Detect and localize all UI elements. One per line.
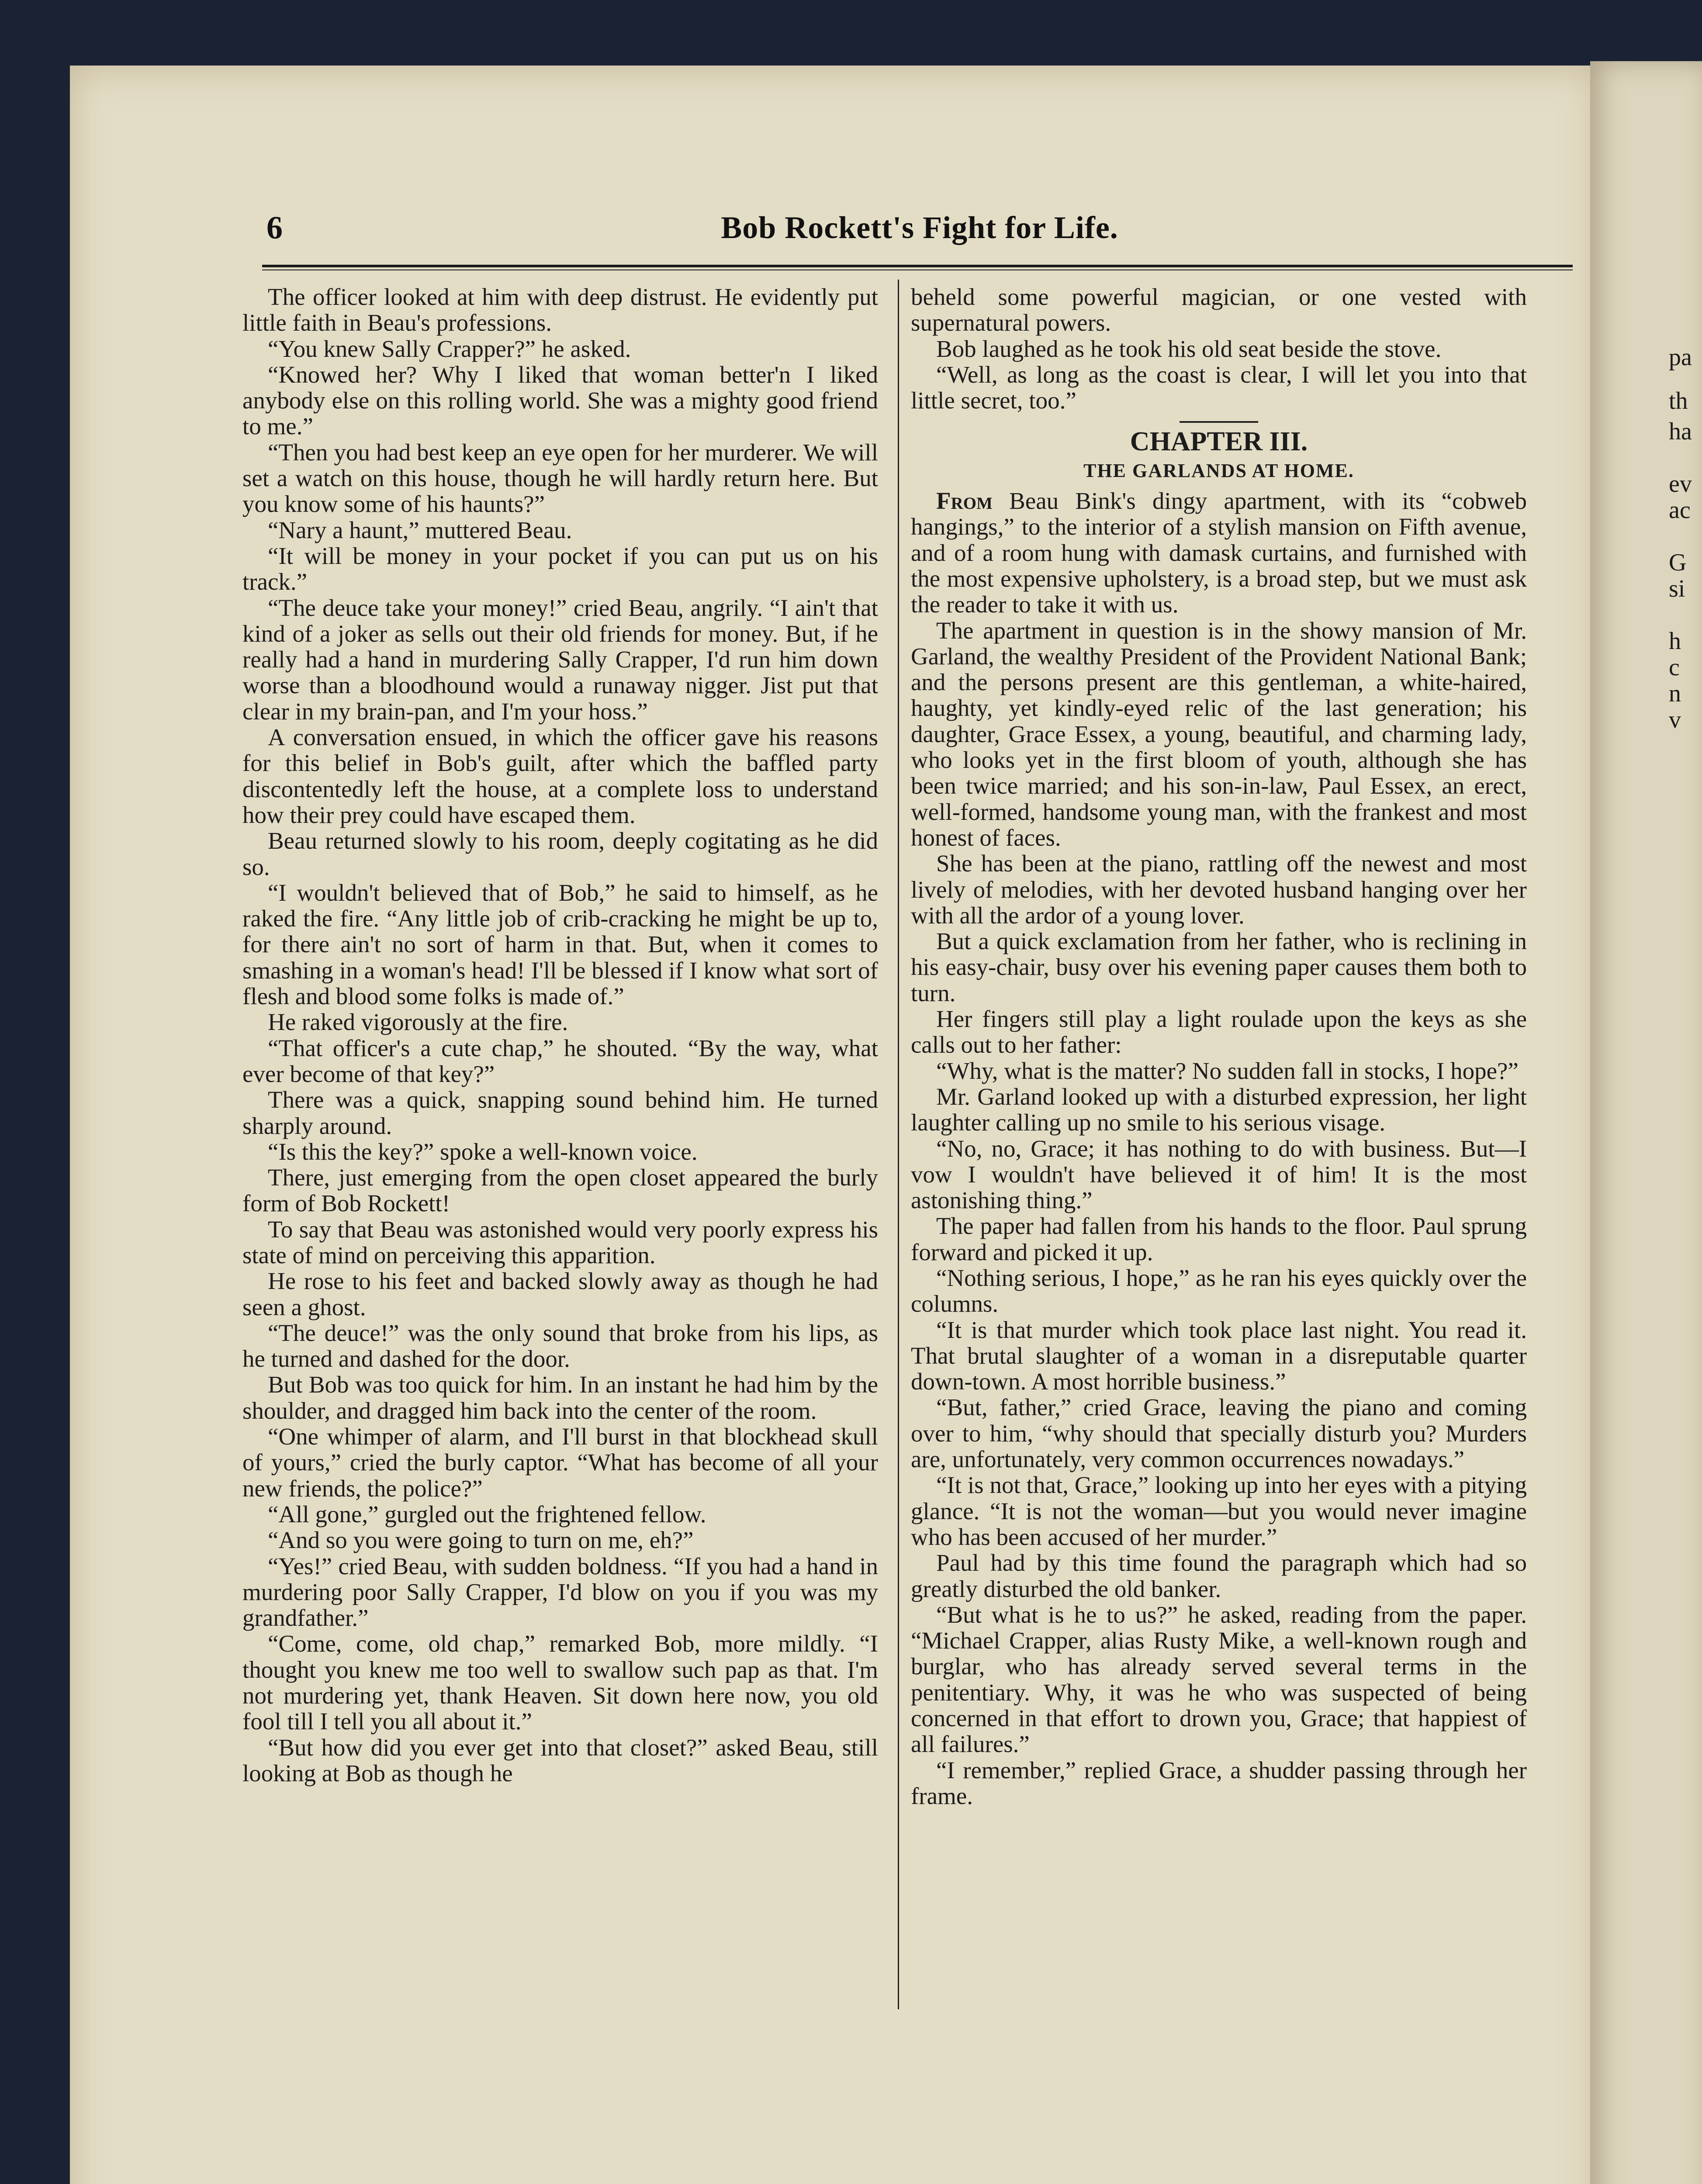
paragraph: The apartment in question is in the showy mansion of Mr. Garland, the wealthy President of the Provident National Bank; and the persons present are this gentleman, a white-haired, haughty, yet kindly-eyed relic of the last generation; his daughter, Grace Essex, a young, beautiful, and charming lady, who looks yet in the first bloom of youth, although she has been twice married; and his son-in-law, Paul Essex, an erect, well-formed, handsome young man, with the frankest and most honest of faces. (911, 617, 1527, 851)
paragraph: But Bob was too quick for him. In an instant he had him by the shoulder, and dragged him back into the center of the room. (242, 1371, 878, 1424)
paragraph: “It is that murder which took place last night. You read it. That brutal slaughter of a woman in a disreputable quarter down-town. A most horrible business.” (911, 1316, 1527, 1395)
paragraph: “All gone,” gurgled out the frightened fellow. (268, 1500, 706, 1527)
paragraph: “I remember,” replied Grace, a shudder passing through her frame. (911, 1756, 1527, 1809)
paragraph: “No, no, Grace; it has nothing to do with business. But—I vow I wouldn't have believed it of him! It is the most astonishing thing.” (911, 1135, 1527, 1214)
opening-text: Beau Bink's dingy apartment, with its “cobweb hangings,” to the interior of a stylish mansion on Fifth avenue, and of a room hung with damask curtains, and furnished with the most expensive upholstery, is a broad step, but we must ask the reader to take it with us. (911, 487, 1527, 618)
paragraph: “But what is he to us?” he asked, reading from the paper. “Michael Crapper, alias Rusty Mike, a well-known rough and burglar, who has already served several terms in the penitentiary. Why, it was he who was suspected of being concerned in that effort to drown you, Grace; that happiest of all failures.” (911, 1601, 1527, 1758)
paragraph: “It is not that, Grace,” looking up into her eyes with a pitying glance. “It is not the woman—but you would never imagine who has been accused of her murder.” (911, 1472, 1527, 1550)
facing-page-edge (1590, 61, 1702, 2184)
paragraph: Paul had by this time found the paragraph which had so greatly disturbed the old banker. (911, 1549, 1527, 1602)
left-column (242, 284, 878, 1786)
facing-fragment: G (1669, 549, 1687, 576)
facing-fragment: ac (1669, 497, 1691, 524)
paragraph: There was a quick, snapping sound behind him. He turned sharply around. (242, 1086, 878, 1139)
paragraph: Beau returned slowly to his room, deeply cogitating as he did so. (242, 827, 878, 880)
paragraph: “Yes!” cried Beau, with sudden boldness. “If you had a hand in murdering poor Sally Crapper, I'd blow on you if you was my grandfather.” (242, 1552, 878, 1631)
paragraph: Mr. Garland looked up with a disturbed expression, her light laughter calling up no smile to his serious visage. (911, 1083, 1527, 1136)
paragraph: “And so you were going to turn on me, eh?” (268, 1527, 694, 1554)
chapter-opening-paragraph (911, 488, 1527, 617)
facing-fragment: h (1669, 628, 1681, 655)
paragraph: To say that Beau was astonished would very poorly express his state of mind on perceiving this apparition. (242, 1216, 878, 1268)
paragraph: “The deuce take your money!” cried Beau, angrily. “I ain't that kind of a joker as sells out their old friends for money. But, if he really had a hand in murdering Sally Crapper, I'd run him down worse than a bloodhound would a runaway nigger. Jist put that clear in my brain-pan, and I'm your hoss.” (242, 594, 878, 725)
paragraph: “One whimper of alarm, and I'll burst in that blockhead skull of yours,” cried the burly captor. “What has become of all your new friends, the police?” (242, 1423, 878, 1502)
facing-fragment: th (1669, 387, 1688, 415)
paragraph: “Nothing serious, I hope,” as he ran his eyes quickly over the columns. (911, 1264, 1527, 1317)
paragraph: He rose to his feet and backed slowly away as though he had seen a ghost. (242, 1268, 878, 1320)
paragraph: “Nary a haunt,” muttered Beau. (268, 516, 572, 543)
paragraph: The officer looked at him with deep distrust. He evidently put little faith in Beau's professions. (242, 283, 878, 336)
paragraph: “The deuce!” was the only sound that broke from his lips, as he turned and dashed for the door. (242, 1319, 878, 1372)
chapter-title: CHAPTER III. (1130, 427, 1308, 457)
right-column (911, 284, 1527, 1809)
paragraph: “Come, come, old chap,” remarked Bob, more mildly. “I thought you knew me too well to swallow such pap as that. I'm not murdering yet, thank Heaven. Sit down here now, you old fool till I tell you all about it.” (242, 1630, 878, 1735)
paragraph: There, just emerging from the open closet appeared the burly form of Bob Rockett! (242, 1164, 878, 1217)
header-rule (262, 265, 1573, 270)
paragraph: beheld some powerful magician, or one vested with supernatural powers. (911, 283, 1527, 336)
facing-fragment: v (1669, 706, 1681, 733)
page-header (266, 201, 1573, 253)
paragraph: He raked vigorously at the fire. (268, 1009, 568, 1036)
paragraph: “But, father,” cried Grace, leaving the piano and coming over to him, “why should that specially disturb you? Murders are, unfortunately, very common occurrences nowadays.” (911, 1394, 1527, 1473)
facing-fragment: pa (1669, 344, 1692, 371)
column-divider (898, 280, 899, 2009)
facing-fragment: c (1669, 654, 1680, 681)
facing-fragment: ha (1669, 418, 1692, 445)
paragraph: Her fingers still play a light roulade upon the keys as she calls out to her father: (911, 1006, 1527, 1058)
running-title: Bob Rockett's Fight for Life. (721, 210, 1118, 245)
paragraph: “But how did you ever get into that closet?” asked Beau, still looking at Bob as though he (242, 1734, 878, 1787)
paragraph: “You knew Sally Crapper?” he asked. (268, 335, 631, 362)
paragraph: “Knowed her? Why I liked that woman better'n I liked anybody else on this rolling world. She was a mighty good friend to me.” (242, 361, 878, 440)
paragraph: “Is this the key?” spoke a well-known voice. (268, 1138, 698, 1165)
paragraph: “Why, what is the matter? No sudden fall in stocks, I hope?” (936, 1057, 1519, 1084)
paragraph: The paper had fallen from his hands to the floor. Paul sprung forward and picked it up. (911, 1213, 1527, 1265)
paragraph: “Then you had best keep an eye open for her murderer. We will set a watch on this house, though he will hardly return here. But you know some of his haunts?” (242, 439, 878, 518)
paragraph: A conversation ensued, in which the officer gave his reasons for this belief in Bob's guilt, after which the baffled party discontentedly left the house, at a complete loss to understand how their prey could have escaped them. (242, 724, 878, 828)
paragraph: “I wouldn't believed that of Bob,” he said to himself, as he raked the fire. “Any little job of crib-cracking he might be up to, for there ain't no sort of harm in that. But, when it comes to smashing in a woman's head! I'll be blessed if I know what sort of flesh and blood some folks is made of.” (242, 879, 878, 1010)
paragraph: But a quick exclamation from her father, who is reclining in his easy-chair, busy over his evening paper causes them both to turn. (911, 928, 1527, 1006)
paragraph: “That officer's a cute chap,” he shouted. “By the way, what ever become of that key?” (242, 1034, 878, 1087)
paragraph: “It will be money in your pocket if you can put us on his track.” (242, 542, 878, 595)
paragraph: She has been at the piano, rattling off the newest and most lively of melodies, with her devoted husband hanging over her with all the ardor of a young lover. (911, 850, 1527, 929)
facing-fragment: n (1669, 680, 1681, 707)
chapter-subtitle: THE GARLANDS AT HOME. (1083, 460, 1354, 481)
facing-fragment: ev (1669, 470, 1692, 498)
facing-fragment: si (1669, 575, 1685, 602)
chapter-separator (1180, 421, 1258, 423)
paragraph: “Well, as long as the coast is clear, I will let you into that little secret, too.” (911, 361, 1527, 414)
page-number: 6 (266, 210, 283, 246)
paragraph: Bob laughed as he took his old seat beside the stove. (936, 335, 1442, 362)
opening-word: From (936, 487, 993, 515)
